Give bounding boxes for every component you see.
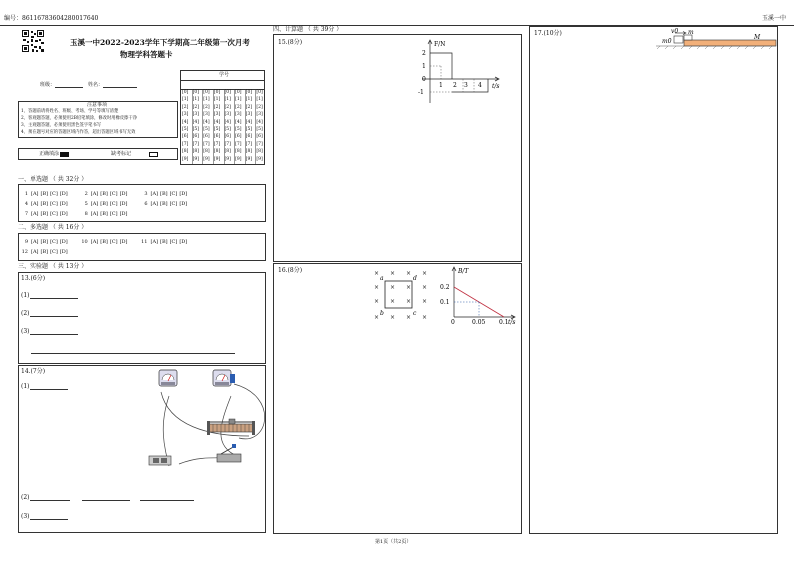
- id-bubble[interactable]: [7]: [213, 141, 221, 147]
- id-bubble[interactable]: [9]: [203, 156, 210, 162]
- exam-title: 玉溪一中2022-2023学年下学期高二年级第一次月考: [70, 38, 250, 47]
- q15-label: 15.(8分): [278, 39, 303, 46]
- field-cross: ×: [374, 298, 380, 305]
- option-bubble-C[interactable]: [C]: [50, 239, 58, 245]
- option-bubble-A[interactable]: [A]: [90, 211, 99, 217]
- question-4[interactable]: [19, 201, 70, 207]
- option-bubble-C[interactable]: [C]: [50, 211, 58, 217]
- id-bubble[interactable]: [0]: [256, 90, 263, 95]
- q13-part2[interactable]: (2): [21, 311, 78, 317]
- q16-box[interactable]: [273, 263, 522, 534]
- id-bubble[interactable]: [7]: [235, 141, 242, 147]
- id-bubble[interactable]: [8]: [224, 149, 231, 155]
- question-number: 3: [144, 191, 148, 197]
- id-bubble[interactable]: [4]: [245, 119, 253, 125]
- q15-graph: [394, 37, 504, 107]
- id-bubble[interactable]: [6]: [213, 134, 221, 140]
- q16-xtick-0: 0: [451, 319, 455, 326]
- option-bubble-B[interactable]: [B]: [100, 211, 108, 217]
- section-multi-title: 二、多选题 （ 共 16分 ）: [18, 224, 88, 231]
- question-number: 10: [81, 239, 88, 245]
- section-single-title: 一、单选题 （ 共 32分 ）: [18, 176, 88, 183]
- name-field[interactable]: [88, 83, 137, 88]
- field-cross: ×: [406, 314, 412, 321]
- school-name: 玉溪一中: [761, 15, 786, 22]
- option-bubble-A[interactable]: [A]: [150, 191, 159, 197]
- question-number: 5: [84, 201, 88, 207]
- corner-c: c: [413, 310, 417, 317]
- option-bubble-B[interactable]: [B]: [100, 239, 108, 245]
- name-label: 姓名：: [88, 82, 104, 88]
- option-bubble-B[interactable]: [B]: [40, 249, 49, 255]
- notes-box: [18, 101, 178, 138]
- question-9[interactable]: [19, 239, 70, 245]
- id-bubble[interactable]: [0]: [245, 90, 253, 95]
- id-bubble[interactable]: [3]: [203, 112, 210, 118]
- option-bubble-A[interactable]: [A]: [90, 201, 99, 207]
- id-bubble[interactable]: [4]: [203, 119, 210, 125]
- note-4: 4、须在题号对应的答题区域内作答，超出答题区域书写无效: [21, 130, 136, 135]
- q15-xtick-2: 2: [453, 82, 457, 89]
- question-number: 4: [24, 201, 28, 207]
- id-bubble[interactable]: [5]: [235, 127, 242, 132]
- label-m: m: [688, 29, 694, 36]
- question-1[interactable]: [19, 191, 70, 197]
- id-bubble[interactable]: [8]: [182, 149, 189, 155]
- id-bubble[interactable]: [8]: [213, 149, 221, 155]
- id-bubble[interactable]: [2]: [182, 104, 189, 110]
- id-bubble[interactable]: [2]: [235, 104, 242, 110]
- question-number: 7: [24, 211, 28, 217]
- id-bubble[interactable]: [2]: [192, 104, 199, 110]
- note-3: 3、主观题答题，必须使用黑色签字笔书写: [21, 123, 102, 128]
- q13-part3[interactable]: (3): [21, 329, 78, 335]
- note-2: 2、客观题答题，必须使用2B铅笔填涂，修改时用橡皮擦干净: [21, 116, 138, 121]
- q15-ytick-1: 1: [422, 63, 426, 70]
- id-bubble[interactable]: [7]: [224, 141, 231, 147]
- id-bubble[interactable]: [7]: [245, 141, 253, 147]
- correct-fill-label: 正确填涂: [39, 151, 60, 157]
- id-bubble[interactable]: [2]: [213, 104, 221, 110]
- id-bubble[interactable]: [5]: [182, 127, 189, 132]
- field-cross: ×: [374, 284, 380, 291]
- id-bubble[interactable]: [0]: [182, 90, 189, 95]
- page-number: 第1页（共2页）: [375, 539, 412, 545]
- option-bubble-A[interactable]: [A]: [31, 239, 39, 245]
- q13-answer-line[interactable]: [31, 353, 235, 354]
- id-bubble[interactable]: [6]: [203, 134, 210, 140]
- q17-label: 17.(10分): [534, 30, 562, 37]
- option-bubble-B[interactable]: [B]: [40, 211, 49, 217]
- q14-part2[interactable]: (2): [21, 495, 194, 501]
- question-number: 8: [84, 211, 88, 217]
- q15-ytick-neg1: -1: [418, 89, 424, 96]
- question-12[interactable]: [19, 249, 70, 255]
- single-choice-box[interactable]: [18, 184, 266, 222]
- option-bubble-D[interactable]: [D]: [179, 191, 188, 197]
- option-bubble-B[interactable]: [B]: [40, 201, 49, 207]
- id-bubble[interactable]: [4]: [235, 119, 242, 125]
- option-bubble-B[interactable]: [B]: [100, 201, 108, 207]
- id-bubble[interactable]: [9]: [192, 156, 199, 162]
- option-bubble-A[interactable]: [A]: [90, 191, 99, 197]
- q15-xtick-3: 3: [464, 82, 468, 89]
- id-bubble[interactable]: [8]: [192, 149, 199, 155]
- q15-xlabel: t/s: [492, 83, 500, 90]
- option-bubble-B[interactable]: [B]: [160, 191, 168, 197]
- id-bubble[interactable]: [5]: [213, 127, 221, 132]
- id-bubble[interactable]: [5]: [224, 127, 231, 132]
- id-bubble[interactable]: [3]: [256, 112, 263, 118]
- id-bubble[interactable]: [6]: [182, 134, 189, 140]
- id-bubble[interactable]: [9]: [224, 156, 231, 162]
- question-6[interactable]: [139, 201, 190, 207]
- id-bubble[interactable]: [2]: [245, 104, 253, 110]
- id-bubble[interactable]: [1]: [203, 97, 210, 103]
- option-bubble-C[interactable]: [C]: [50, 201, 58, 207]
- q15-ytick-2: 2: [422, 50, 426, 57]
- id-bubble[interactable]: [9]: [245, 156, 253, 162]
- id-bubble[interactable]: [8]: [235, 149, 242, 155]
- id-bubble[interactable]: [6]: [224, 134, 231, 140]
- exam-subtitle: 物理学科答题卡: [120, 50, 173, 59]
- id-bubble[interactable]: [1]: [235, 97, 242, 103]
- block-m0: [674, 36, 683, 43]
- q13-box[interactable]: [18, 272, 266, 364]
- q14-box[interactable]: [18, 365, 266, 533]
- id-bubble[interactable]: [6]: [235, 134, 242, 140]
- id-bubble[interactable]: [1]: [213, 97, 221, 103]
- meter-1: [159, 370, 177, 386]
- q15-ylabel: F/N: [434, 41, 446, 48]
- id-bubble[interactable]: [4]: [256, 119, 263, 125]
- field-cross: ×: [422, 284, 428, 291]
- switch: [217, 444, 241, 462]
- id-bubble[interactable]: [1]: [245, 97, 253, 103]
- qr-code: [22, 30, 44, 52]
- id-bubble[interactable]: [3]: [245, 112, 253, 118]
- question-number: 6: [144, 201, 148, 207]
- field-cross: ×: [406, 284, 412, 291]
- id-bubble[interactable]: [1]: [192, 97, 199, 103]
- q15-xtick-1: 1: [439, 82, 443, 89]
- option-bubble-B[interactable]: [B]: [40, 239, 49, 245]
- option-bubble-D[interactable]: [D]: [119, 211, 128, 217]
- question-number: 9: [24, 239, 28, 245]
- option-bubble-B[interactable]: [B]: [160, 201, 168, 207]
- battery: [149, 456, 171, 465]
- id-bubble[interactable]: [3]: [182, 112, 189, 118]
- option-bubble-C[interactable]: [C]: [109, 239, 118, 245]
- id-bubble[interactable]: [7]: [203, 141, 210, 147]
- option-bubble-D[interactable]: [D]: [179, 239, 188, 245]
- id-bubble[interactable]: [7]: [256, 141, 263, 147]
- section-lab-title: 三、实验题 （ 共 13分 ）: [18, 263, 88, 270]
- question-3[interactable]: [139, 191, 190, 197]
- q14-part3[interactable]: (3): [21, 514, 68, 520]
- question-8[interactable]: [79, 211, 130, 217]
- field-cross: ×: [374, 314, 380, 321]
- id-bubble[interactable]: [8]: [245, 149, 253, 155]
- q16-xtick-005: 0.05: [472, 319, 486, 326]
- notes-title: 注意事项: [87, 102, 108, 108]
- field-cross: ×: [390, 314, 396, 321]
- id-bubble[interactable]: [2]: [224, 104, 231, 110]
- id-bubble[interactable]: [6]: [192, 134, 199, 140]
- field-cross: ×: [374, 270, 380, 277]
- option-bubble-C[interactable]: [C]: [109, 191, 118, 197]
- option-bubble-D[interactable]: [D]: [119, 191, 128, 197]
- q14-label: 14.(7分): [21, 368, 46, 375]
- id-bubble[interactable]: [1]: [224, 97, 231, 103]
- option-bubble-A[interactable]: [A]: [31, 211, 39, 217]
- field-cross: ×: [406, 298, 412, 305]
- option-bubble-C[interactable]: [C]: [169, 191, 178, 197]
- id-bubble[interactable]: [0]: [235, 90, 242, 95]
- missing-mark[interactable]: [149, 152, 158, 157]
- class-field[interactable]: [40, 83, 83, 88]
- id-bubble[interactable]: [3]: [224, 112, 231, 118]
- field-cross: ×: [422, 314, 428, 321]
- q15-ytick-0: 0: [422, 76, 426, 83]
- option-bubble-A[interactable]: [A]: [150, 201, 159, 207]
- field-cross: ×: [406, 270, 412, 277]
- field-cross: ×: [390, 298, 396, 305]
- student-id-title: 学号: [219, 72, 230, 78]
- option-bubble-A[interactable]: [A]: [150, 239, 159, 245]
- question-10[interactable]: [79, 239, 130, 245]
- q13-label: 13.(6分): [21, 275, 46, 282]
- field-cross: ×: [390, 284, 396, 291]
- q17-box[interactable]: [529, 26, 778, 534]
- option-bubble-B[interactable]: [B]: [160, 239, 168, 245]
- class-label: 班级：: [40, 82, 56, 88]
- id-bubble[interactable]: [2]: [203, 104, 210, 110]
- id-bubble[interactable]: [5]: [256, 127, 263, 132]
- id-bubble[interactable]: [1]: [182, 97, 189, 103]
- q15-box[interactable]: [273, 34, 522, 262]
- id-bubble[interactable]: [4]: [182, 119, 189, 125]
- id-bubble[interactable]: [5]: [203, 127, 210, 132]
- id-bubble[interactable]: [0]: [224, 90, 231, 95]
- q16-ytick-01: 0.1: [440, 299, 450, 306]
- rheostat: [207, 419, 255, 435]
- field-cross: ×: [422, 270, 428, 277]
- note-1: 1、答题前请将姓名、班级、考场、学号等填写清楚: [21, 109, 119, 114]
- q16-label: 16.(8分): [278, 267, 303, 274]
- document-id: 编号：86116783604280017640: [4, 15, 99, 22]
- id-bubble[interactable]: [0]: [192, 90, 199, 95]
- option-bubble-D[interactable]: [D]: [59, 201, 68, 207]
- option-bubble-D[interactable]: [D]: [59, 239, 68, 245]
- option-bubble-A[interactable]: [A]: [31, 249, 39, 255]
- option-bubble-C[interactable]: [C]: [109, 201, 118, 207]
- question-11[interactable]: [139, 239, 190, 245]
- id-bubble[interactable]: [0]: [213, 90, 221, 95]
- option-bubble-C[interactable]: [C]: [169, 201, 178, 207]
- question-2[interactable]: [79, 191, 130, 197]
- id-bubble[interactable]: [9]: [213, 156, 221, 162]
- q16-figure: [368, 265, 518, 327]
- option-bubble-D[interactable]: [D]: [119, 239, 128, 245]
- question-number: 11: [141, 239, 148, 245]
- corner-d: d: [413, 275, 417, 282]
- option-bubble-C[interactable]: [C]: [50, 249, 58, 255]
- id-bubble[interactable]: [4]: [224, 119, 231, 125]
- id-bubble[interactable]: [4]: [192, 119, 199, 125]
- id-bubble[interactable]: [9]: [256, 156, 263, 162]
- question-number: 1: [24, 191, 28, 197]
- id-bubble[interactable]: [8]: [203, 149, 210, 155]
- q16-ytick-02: 0.2: [440, 284, 450, 291]
- meter-2: [213, 370, 235, 386]
- option-bubble-D[interactable]: [D]: [59, 249, 68, 255]
- corner-a: a: [380, 275, 384, 282]
- id-bubble[interactable]: [9]: [182, 156, 189, 162]
- option-bubble-C[interactable]: [C]: [169, 239, 178, 245]
- label-v0: v0: [671, 28, 679, 35]
- id-bubble[interactable]: [6]: [256, 134, 263, 140]
- id-bubble[interactable]: [4]: [213, 119, 221, 125]
- option-bubble-D[interactable]: [D]: [59, 191, 68, 197]
- id-bubble[interactable]: [9]: [235, 156, 242, 162]
- section-calc-title: 四、计算题 （ 共 39分 ）: [273, 26, 343, 33]
- id-bubble[interactable]: [8]: [256, 149, 263, 155]
- label-m0: m0: [662, 38, 672, 45]
- q16-xtick-01: 0.1: [499, 319, 509, 326]
- q17-figure: [654, 27, 778, 57]
- option-bubble-A[interactable]: [A]: [90, 239, 99, 245]
- q14-part1[interactable]: (1): [21, 384, 68, 390]
- id-bubble[interactable]: [3]: [235, 112, 242, 118]
- field-cross: ×: [390, 270, 396, 277]
- option-bubble-A[interactable]: [A]: [31, 191, 39, 197]
- q15-xtick-4: 4: [478, 82, 482, 89]
- field-cross: ×: [422, 298, 428, 305]
- missing-label: 缺考标记: [111, 151, 132, 157]
- id-bubble[interactable]: [7]: [182, 141, 189, 147]
- id-bubble[interactable]: [0]: [203, 90, 210, 95]
- option-bubble-C[interactable]: [C]: [50, 191, 58, 197]
- q13-part1[interactable]: (1): [21, 293, 78, 299]
- id-bubble[interactable]: [3]: [213, 112, 221, 118]
- option-bubble-B[interactable]: [B]: [100, 191, 108, 197]
- question-7[interactable]: [19, 211, 70, 217]
- option-bubble-D[interactable]: [D]: [179, 201, 188, 207]
- option-bubble-C[interactable]: [C]: [109, 211, 118, 217]
- long-board: [684, 40, 776, 46]
- id-bubble[interactable]: [1]: [256, 97, 263, 103]
- option-bubble-D[interactable]: [D]: [59, 211, 68, 217]
- id-bubble[interactable]: [7]: [192, 141, 199, 147]
- correct-fill-mark: [60, 152, 69, 157]
- id-bubble[interactable]: [6]: [245, 134, 253, 140]
- question-number: 2: [84, 191, 88, 197]
- q16-xlabel: t/s: [508, 319, 516, 326]
- id-bubble[interactable]: [3]: [192, 112, 199, 118]
- id-bubble[interactable]: [5]: [245, 127, 253, 132]
- option-bubble-B[interactable]: [B]: [40, 191, 49, 197]
- student-id-grid[interactable]: [180, 70, 265, 165]
- circuit-diagram: [139, 366, 267, 478]
- corner-b: b: [380, 310, 384, 317]
- option-bubble-D[interactable]: [D]: [119, 201, 128, 207]
- id-bubble[interactable]: [5]: [192, 127, 199, 132]
- multi-choice-box[interactable]: [18, 233, 266, 261]
- fill-example-box: [18, 148, 178, 160]
- question-number: 12: [21, 249, 28, 255]
- label-M: M: [754, 34, 761, 41]
- question-5[interactable]: [79, 201, 130, 207]
- id-bubble[interactable]: [2]: [256, 104, 263, 110]
- q16-ylabel: B/T: [458, 268, 469, 275]
- option-bubble-A[interactable]: [A]: [31, 201, 39, 207]
